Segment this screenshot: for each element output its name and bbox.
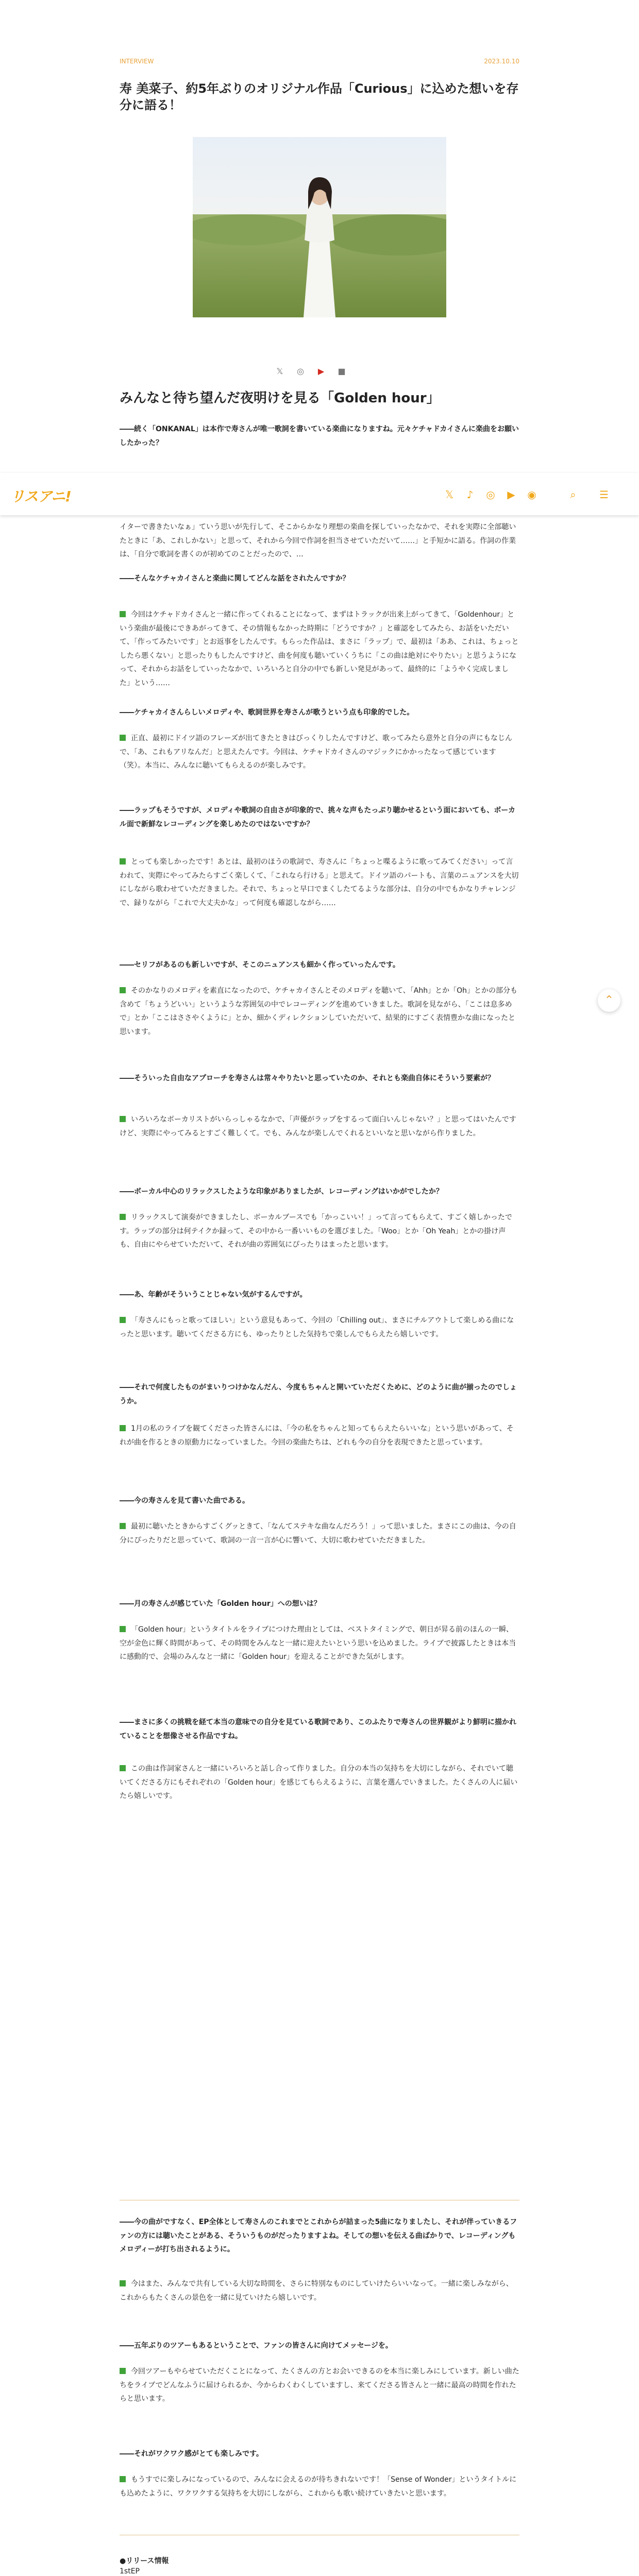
qa-answer: [120, 2473, 519, 2500]
qa-item: [120, 1716, 519, 1743]
speaker-mark: [120, 2476, 126, 2482]
answer: 「Golden hour」というタイトルをライブにつけた理由としては、ベストタイミングで、朝日が昇る前のほんの一瞬、空が金色に輝く時間があって、その時間をみんなと一緒に迎えたいという思いを込めました。ライブで披露したときは本当に感動的で、会場のみんなと一緒に「Golden hour」を迎えることができた気がします。: [120, 1625, 516, 1662]
speaker-mark: [120, 1523, 126, 1529]
question: ――月の寿さんが感じていた「Golden hour」への想いは？: [120, 1600, 321, 1608]
share-row: [120, 366, 519, 377]
scroll-to-top-button[interactable]: ⌃: [598, 989, 620, 1012]
site-logo[interactable]: リスアニ!: [10, 488, 71, 505]
question: ――ケチャカイさんらしいメロディや、歌詞世界を寿さんが歌うという点も印象的でした。: [120, 708, 414, 717]
question: ――セリフがあるのも新しいですが、そこのニュアンスも細かく作っていったんです。: [120, 961, 400, 969]
question: ――そういった自由なアプローチを寿さんは常々やりたいと思っていたのか、それとも楽曲自体にそういう要素が？: [120, 1074, 495, 1082]
speaker-mark: [120, 1765, 126, 1771]
x-icon[interactable]: 𝕏: [445, 488, 454, 501]
hero-image: [193, 137, 446, 317]
qa-answer: [120, 855, 519, 910]
line-icon[interactable]: ■: [338, 366, 346, 376]
article-meta: [120, 58, 519, 68]
qa-answer: [120, 984, 583, 1039]
question: ――それがワクワク感がとても楽しみです。: [120, 2450, 263, 2458]
speaker-mark: [120, 1626, 126, 1632]
release-format: 1stEP: [120, 2567, 140, 2575]
answer: 今回はケチャドカイさんと一緒に作ってくれることになって、まずはトラックが出来上がってきて、「Goldenhour」という楽曲が最後にできあがってきて、その情報もなかった時期に「どうですか？」と確認をしてみたら、お話をいただいて、「作ってみたいです」とお返事をしたんです。もらった作品は、まさに「ラップ」で、最初は「ああ、これは、ちょっとしたら悪くない」と思ったりもしたんですけど、曲を何度も聴いていくうちに「この曲は絶対にやりたい」と思うようになって、それからお話をしていったなかで、いろいろと自分の中でも新しい発見があって、最終的に「ようやく完成しました」という……: [120, 611, 519, 687]
qa-item: [120, 706, 519, 720]
qa-answer: [120, 2365, 519, 2406]
instagram-icon[interactable]: ◎: [486, 488, 495, 501]
question: ――あ、年齢がそういうことじゃない気がするんですが。: [120, 1291, 307, 1299]
tiktok-icon[interactable]: ♪: [466, 488, 474, 501]
qa-item: [120, 1072, 519, 1086]
qa-item: [120, 2447, 519, 2461]
qa-answer: [120, 1422, 519, 1449]
answer: リラックスして演奏ができましたし、ボーカルブースでも「かっこいい！」って言ってもらえて、すごく嬉しかったです。ラップの部分は何テイクか録って、その中から一番いいものを選びました。「Woo」とか「Oh Yeah」とかの掛け声も、自由にやらせていただいて、それが曲の雰囲気にぴったりはまったと思います。: [120, 1213, 512, 1249]
instagram-icon[interactable]: ◎: [297, 366, 304, 376]
qa-item: [120, 1288, 519, 1302]
qa-answer: [120, 1762, 519, 1803]
qa-answer: [120, 1623, 519, 1664]
search-icon[interactable]: ⌕: [570, 488, 576, 501]
section-title: みんなと待ち望んだ夜明けを見る「Golden hour」: [120, 391, 440, 406]
qa-item: [120, 1185, 519, 1199]
speaker-mark: [120, 1116, 126, 1122]
answer: 「寿さんにもっと歌ってほしい」という意見もあって、今回の「Chilling out」、まさにチルアウトして楽しめる曲になったと思います。聴いてくださる方にも、ゆったりとした気持ちで楽しんでもらえたら嬉しいです。: [120, 1316, 514, 1338]
speaker-mark: [120, 1425, 126, 1431]
answer: 今回ツアーもやらせていただくことになって、たくさんの方とお会いできるのを本当に楽しみにしています。新しい曲たちをライブでどんなふうに届けられるか、今からわくわくしていますし、来てくださる皆さんと一緒に最高の時間を作れたらと思います。: [120, 2367, 519, 2403]
speaker-mark: [120, 858, 126, 865]
qa-answer: [120, 1520, 519, 1547]
question: ――それで何度したものがまいりつけかなんだん、今度もちゃんと開いていただくために、どのように曲が揃ったのでしょうか。: [120, 1383, 517, 1405]
qa-answer: [120, 520, 519, 562]
qa-answer: [120, 732, 519, 773]
question: ――ボーカル中心のリラックスしたような印象がありましたが、レコーディングはいかがでしたか？: [120, 1188, 443, 1196]
answer: もうすでに楽しみになっているので、みんなに会えるのが待ちきれないです！「Sense of Wonder」というタイトルにも込めたように、ワクワクする気持ちを大切にしながら、これからも歌い続けていきたいと思います。: [120, 2476, 517, 2498]
qa-item: [120, 804, 519, 831]
answer: 最初に聴いたときからすごくグッときて、「なんてステキな曲なんだろう！」って思いました。まさにこの曲は、今の自分にぴったりだと思っていて、歌詞の一言一言が心に響いて、大切に歌わせていただきました。: [120, 1522, 516, 1545]
menu-icon[interactable]: ☰: [599, 488, 609, 501]
speaker-mark: [120, 2368, 126, 2374]
qa-item: [120, 572, 519, 586]
release-heading: ●リリース情報: [120, 2557, 169, 2565]
answer: いろいろなボーカリストがいらっしゃるなかで、「声優がラップをするって面白いんじゃない？」と思ってはいたんですけど、実際にやってみるとすごく難しくて。でも、みんなが楽しんでくれるといいなと思いながら作りました。: [120, 1115, 516, 1138]
speaker-mark: [120, 1317, 126, 1323]
youtube-icon[interactable]: ▶: [317, 366, 325, 376]
youtube-icon[interactable]: ▶: [507, 488, 515, 501]
answer: 1月の私のライブを観てくださった皆さんには、「今の私をちゃんと知ってもらえたらいいな」という思いがあって、それが曲を作るときの原動力になっていました。今回の楽曲たちは、どれも今の自分を表現できたと思っています。: [120, 1425, 514, 1447]
answer: 正直、最初にドイツ語のフレーズが出てきたときはびっくりしたんですけど、歌ってみたら意外と自分の声にもなじんで、「あ、これもアリなんだ」と思えたんです。今回は、ケチャドカイさんのマジックにかかったなって感じています（笑）。本当に、みんなに聴いてもらえるのが楽しみです。: [120, 734, 513, 770]
answer: そのかなりのメロディを素直になったので、ケチャカイさんとそのメロディを聴いて、「Ahh」とか「Oh」とかの部分も含めて「ちょうどいい」というような雰囲気の中でレコーディングを進めていきました。歌詞を見ながら、「ここは息多めで」とか「ここはささやくように」とか、細かくディレクションしていただいて、結果的にすごく表情豊かな曲になったと思います。: [120, 987, 518, 1036]
question: ――続く「ONKANAL」は本作で寿さんが唯一歌詞を書いている楽曲になりますね。元々ケチャドカイさんに楽曲をお願いしたかった？: [120, 425, 519, 447]
qa-item: [120, 1381, 519, 1408]
speaker-mark: [120, 2280, 126, 2286]
answer: この曲は作詞家さんと一緒にいろいろと話し合って作りました。自分の本当の気持ちを大切にしながら、それでいて聴いてくださる方にもそれぞれの「Golden hour」を感じてもらえるように、言葉を選んでいきました。たくさんの人に届いたら嬉しいです。: [120, 1765, 518, 1801]
question: ――ラップもそうですが、メロディや歌詞の自由さが印象的で、挑々な声もたっぷり聴かせるという面においても、ボーカル面で新鮮なレコーディングを楽しめたのではないですか？: [120, 806, 516, 828]
date-label: 2023.10.10: [484, 58, 519, 65]
answer: イターで書きたいなぁ」ていう思いが先行して、そこからかなり理想の楽曲を探していったなかで、それを実際に全部聴いたときに「あ、これしかない」と思って、それから今回で作詞を担当させていただいて……」と手短かに語る。作詞の作業は、「自分で歌詞を書くのが初めてのことだったので、…: [120, 523, 516, 559]
qa-answer: [120, 1314, 519, 1341]
qa-item: [120, 1597, 519, 1611]
qa-item: [120, 422, 519, 450]
page-title: 寿 美菜子、約5年ぶりのオリジナル作品「Curious」に込めた想いを存分に語る！: [120, 81, 519, 113]
speaker-mark: [120, 611, 126, 617]
x-icon[interactable]: 𝕏: [276, 366, 283, 376]
speaker-mark: [120, 1214, 126, 1220]
release-info: [120, 2555, 519, 2576]
question: ――まさに多くの挑戦を経て本当の意味での自分を見ている歌詞であり、このふたりで寿さんの世界観がより鮮明に描かれていることを想像させる作品ですね。: [120, 1718, 516, 1740]
question: ――五年ぶりのツアーもあるということで、ファンの皆さんに向けてメッセージを。: [120, 2342, 393, 2350]
qa-item: [120, 958, 519, 972]
answer: 今はまた、みんなで共有している大切な時間を、さらに特別なものにしていけたらいいなって。一緒に楽しみながら、これからもたくさんの景色を一緒に見ていけたら嬉しいです。: [120, 2280, 513, 2302]
category-label: INTERVIEW: [120, 58, 154, 65]
podcast-icon[interactable]: ◉: [527, 488, 536, 501]
qa-answer: [120, 608, 519, 690]
qa-item: [120, 1494, 519, 1508]
qa-answer: [120, 2277, 519, 2304]
question: ――今の曲がですなく、EP全体として寿さんのこれまでとこれからが詰まった5曲になりましたし、それが伴っていきるファンの方には聴いたことがある、そういうものがだったりますよね。そしての想いを伝える曲ばかりで、レコーディングもメロディーが打ち出されるように。: [120, 2218, 517, 2254]
qa-item: [120, 2339, 519, 2353]
top-nav-bar: [0, 473, 639, 515]
qa-answer: [120, 1211, 519, 1252]
question: ――今の寿さんを見て書いた曲である。: [120, 1497, 249, 1505]
qa-answer: [120, 1113, 519, 1140]
speaker-mark: [120, 735, 126, 741]
question: ――そんなケチャカイさんと楽曲に関してどんな話をされたんですか？: [120, 574, 350, 583]
answer: とっても楽しかったです！あとは、最初のほうの歌詞で、寿さんに「ちょっと喋るように歌ってみてください」って言われて、実際にやってみたらすごく楽しくて、「これなら行ける」と思えて。ドイツ語のパートも、言葉のニュアンスを大切にしながら歌わせていただきました。それで、ちょっと早口でまくしたてるような部分は、自分の中でもかなりチャレンジで、録りながら「これで大丈夫かな」って何度も確認しながら……: [120, 858, 519, 907]
speaker-mark: [120, 987, 126, 993]
qa-item: [120, 2215, 519, 2257]
